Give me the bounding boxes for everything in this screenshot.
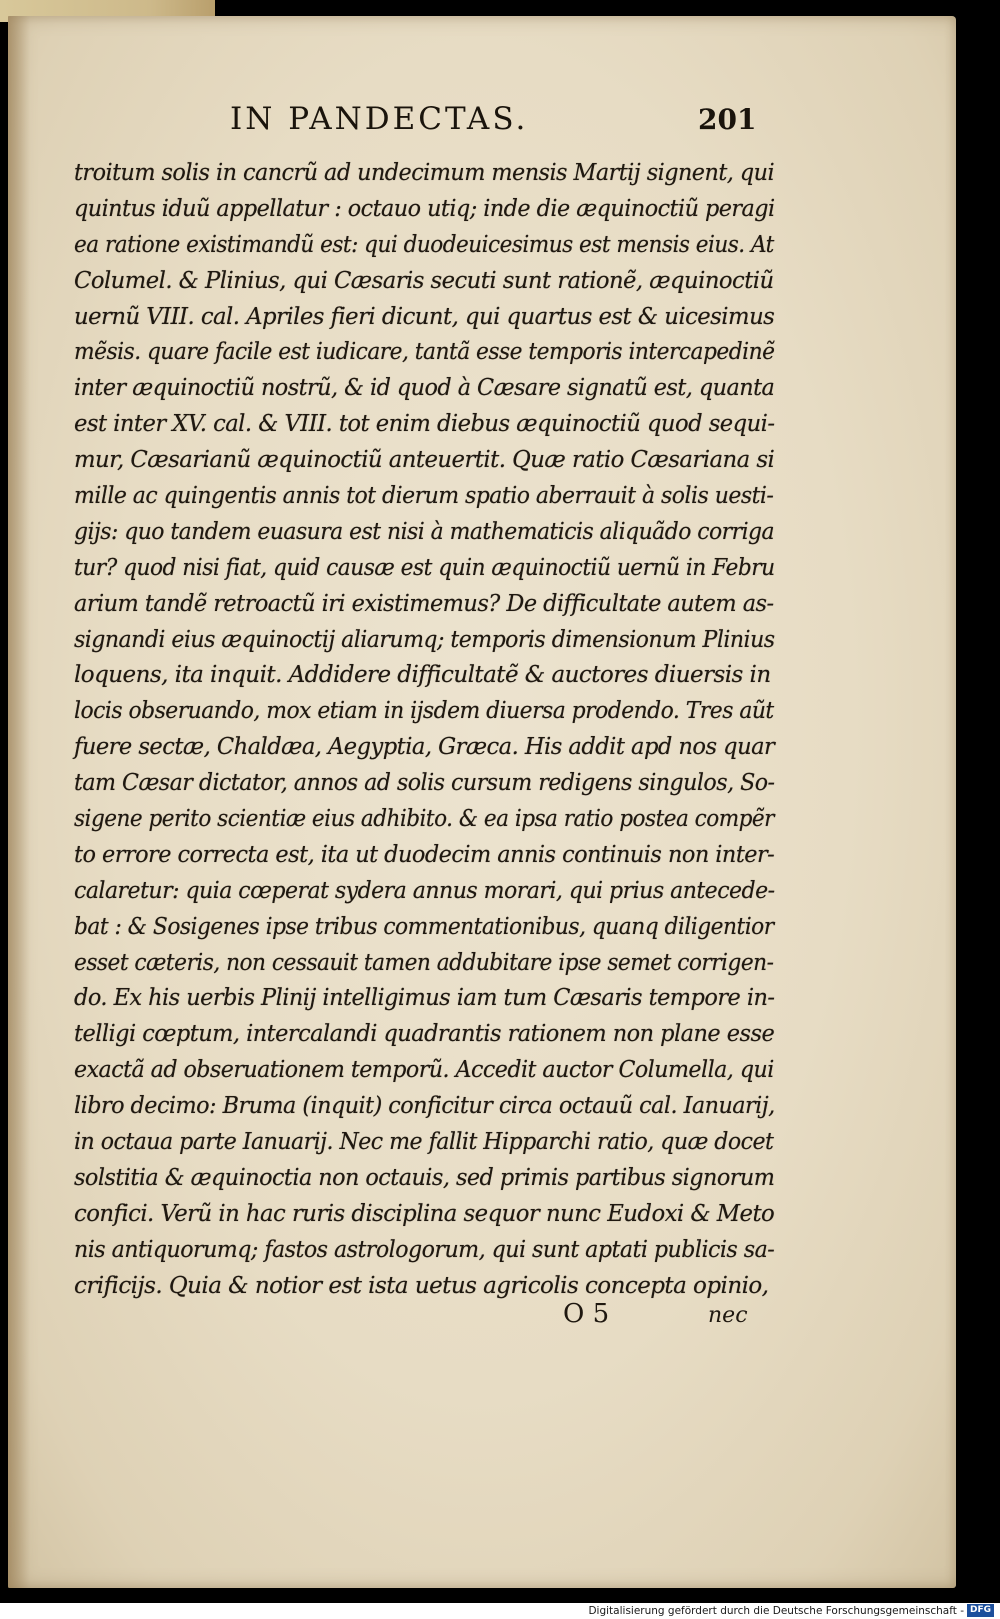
running-head: IN PANDECTAS.: [230, 101, 529, 137]
text-line: fuere sectæ, Chaldæa, Aegyptia, Græca. His addit apd nos quar: [74, 734, 775, 761]
digitization-credit: [588, 1604, 994, 1617]
text-line: telligi cœptum, intercalandi quadrantis rationem non plane esse: [74, 1021, 775, 1048]
text-line: esset cæteris, non cessauit tamen addubitare ipse semet corrigen-: [74, 949, 774, 976]
text-line: in octaua parte Ianuarij. Nec me fallit Hipparchi ratio, quæ docet: [74, 1129, 774, 1156]
dfg-logo: DFG: [967, 1604, 994, 1617]
text-line: est inter XV. cal. & VIII. tot enim diebus æquinoctiũ quod sequi-: [74, 411, 775, 438]
text-line: mille ac quingentis annis tot dierum spatio aberrauit à solis uesti-: [74, 483, 774, 510]
text-line: mẽsis. quare facile est iudicare, tantã esse temporis intercapedinẽ: [74, 339, 775, 366]
book-page: [8, 16, 956, 1588]
text-line: troitum solis in cancrũ ad undecimum mensis Martij signent, qui: [74, 160, 775, 186]
text-line: inter æquinoctiũ nostrũ, & id quod à Cæsare signatũ est, quanta: [74, 375, 775, 402]
text-line: crificijs. Quia & notior est ista uetus agricolis concepta opinio,: [74, 1272, 769, 1299]
text-line: confici. Verũ in hac ruris disciplina sequor nunc Eudoxi & Meto: [74, 1200, 775, 1227]
text-line: do. Ex his uerbis Plinij intelligimus iam tum Cæsaris tempore in-: [74, 985, 775, 1012]
page-number: 201: [698, 103, 757, 136]
text-line: solstitia & æquinoctia non octauis, sed primis partibus signorum: [74, 1164, 775, 1191]
text-line: ea ratione existimandũ est: qui duodeuicesimus est mensis eius. At: [74, 231, 774, 258]
page-footer: [8, 1299, 956, 1339]
text-line: libro decimo: Bruma (inquit) conficitur circa octauũ cal. Ianuarij,: [74, 1093, 775, 1120]
text-line: signandi eius æquinoctij aliarumq; temporis dimensionum Plinius: [74, 626, 775, 653]
text-line: calaretur: quia cœperat sydera annus morari, qui prius antecede-: [74, 877, 775, 904]
credit-text: Digitalisierung gefördert durch die Deutsche Forschungsgemeinschaft -: [588, 1604, 964, 1617]
text-line: sigene perito scientiæ eius adhibito. & ea ipsa ratio postea compẽr: [74, 806, 774, 833]
text-line: to errore correcta est, ita ut duodecim annis continuis non inter-: [74, 841, 775, 868]
text-line: tam Cæsar dictator, annos ad solis cursum redigens singulos, So-: [74, 770, 775, 797]
text-line: quintus iduũ appellatur : octauo utiq; inde die æquinoctiũ peragi: [74, 195, 775, 222]
text-line: Columel. & Plinius, qui Cæsaris secuti sunt rationẽ, æquinoctiũ: [74, 267, 774, 294]
catchword: nec: [708, 1303, 748, 1328]
text-line: exactã ad obseruationem temporũ. Accedit auctor Columella, qui: [74, 1057, 774, 1084]
body-text: [74, 156, 774, 1305]
text-line: loquens, ita inquit. Addidere difficultatẽ & auctores diuersis in: [74, 662, 771, 689]
text-line: arium tandẽ retroactũ iri existimemus? De difficultate autem as-: [74, 590, 774, 617]
text-line: locis obseruando, mox etiam in ijsdem diuersa prodendo. Tres aũt: [74, 698, 774, 725]
text-line: mur, Cæsarianũ æquinoctiũ anteuertit. Quæ ratio Cæsariana si: [74, 447, 775, 474]
text-line: gijs: quo tandem euasura est nisi à mathematicis aliquãdo corriga: [74, 518, 775, 545]
text-line: uernũ VIII. cal. Apriles fieri dicunt, qui quartus est & uicesimus: [74, 303, 775, 330]
text-line: nis antiquorumq; fastos astrologorum, qui sunt aptati publicis sa-: [74, 1236, 775, 1263]
text-line: bat : & Sosigenes ipse tribus commentationibus, quanq diligentior: [74, 913, 774, 940]
signature-mark: O 5: [563, 1299, 610, 1329]
text-line: tur? quod nisi fiat, quid causæ est quin æquinoctiũ uernũ in Febru: [74, 554, 775, 581]
